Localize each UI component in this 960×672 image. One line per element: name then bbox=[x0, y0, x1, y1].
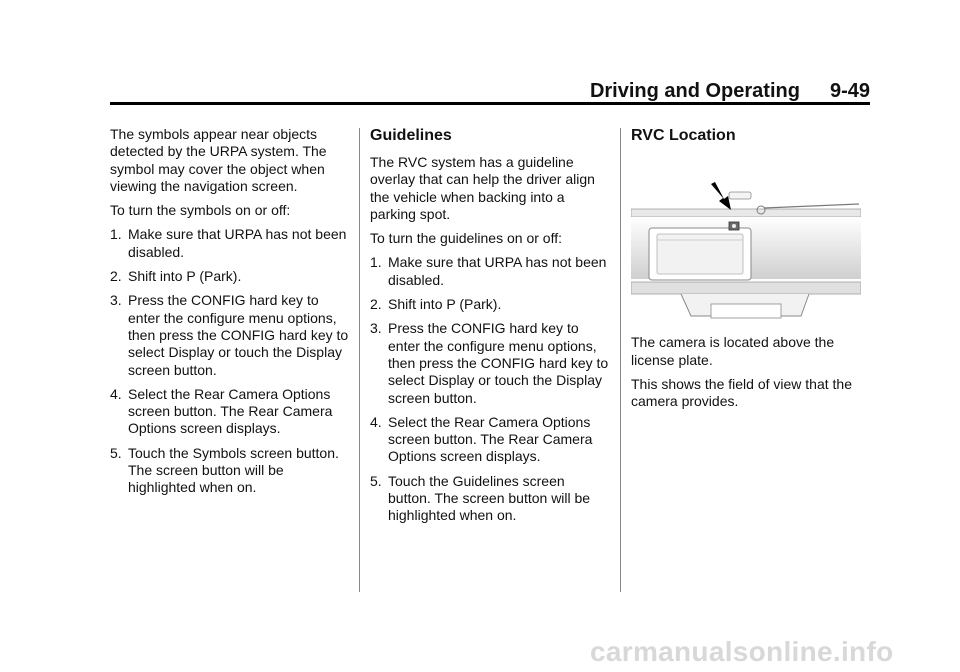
list-item: 3. Press the CONFIG hard key to enter the configure menu options, then press the CONFIG hard key to select Display or touch the Display screen button. bbox=[370, 320, 609, 406]
list-item: 1. Make sure that URPA has not been disabled. bbox=[110, 226, 347, 260]
column-3 bbox=[631, 126, 871, 417]
page-number: 9-49 bbox=[829, 80, 870, 102]
list-item: 4. Select the Rear Camera Options screen button. The Rear Camera Options screen displays. bbox=[110, 385, 333, 437]
watermark: carmanualsonline.info bbox=[590, 636, 894, 667]
list-item: 1. Make sure that URPA has not been disabled. bbox=[370, 254, 607, 288]
column-1 bbox=[110, 126, 350, 504]
column-divider-2 bbox=[620, 128, 621, 592]
col2-instruction: To turn the guidelines on or off: bbox=[370, 230, 562, 247]
col2-intro: The RVC system has a guideline overlay that can help the driver align the vehicle when backing into a parking spot. bbox=[370, 154, 595, 222]
rvc-caption-1: The camera is located above the license plate. bbox=[631, 334, 835, 368]
guidelines-heading: Guidelines bbox=[370, 127, 452, 144]
rvc-location-illustration bbox=[631, 164, 861, 322]
rvc-location-heading: RVC Location bbox=[631, 127, 736, 144]
list-item: 4. Select the Rear Camera Options screen button. The Rear Camera Options screen displays. bbox=[370, 413, 593, 465]
col2-steps bbox=[370, 254, 610, 524]
list-item: 2. Shift into P (Park). bbox=[110, 268, 242, 285]
header-rule bbox=[110, 102, 870, 105]
page-header bbox=[110, 80, 870, 104]
col1-intro: The symbols appear near objects detected by the URPA system. The symbol may cover the object when viewing the navigation screen. bbox=[110, 126, 327, 194]
list-item: 2. Shift into P (Park). bbox=[370, 296, 502, 313]
col1-steps bbox=[110, 226, 350, 496]
column-divider-1 bbox=[359, 128, 360, 592]
rvc-caption-2: This shows the field of view that the camera provides. bbox=[631, 375, 852, 410]
col1-instruction: To turn the symbols on or off: bbox=[110, 202, 291, 219]
list-item: 5. Touch the Symbols screen button. The screen button will be highlighted when on. bbox=[110, 444, 339, 496]
list-item: 3. Press the CONFIG hard key to enter the configure menu options, then press the CONFIG hard key to select Display or touch the Display screen button. bbox=[110, 292, 349, 378]
list-item: 5. Touch the Guidelines screen button. The screen button will be highlighted when on. bbox=[370, 472, 591, 524]
column-2 bbox=[370, 126, 610, 532]
section-title: Driving and Operating bbox=[589, 80, 800, 102]
